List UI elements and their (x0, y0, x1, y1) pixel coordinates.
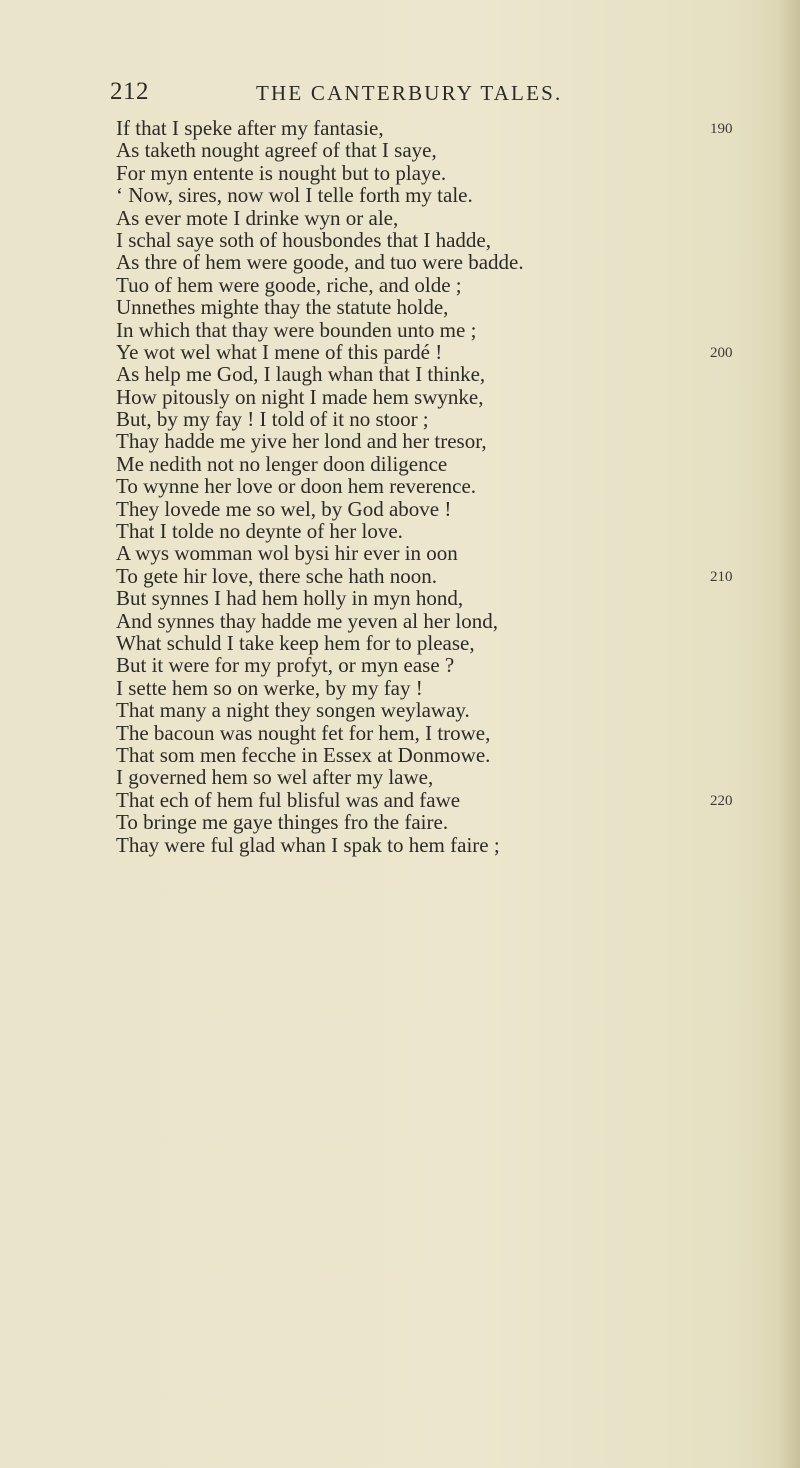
poem-line-text: That ech of hem ful blisful was and fawe (116, 787, 461, 812)
poem-line-text: Thay hadde me yive her lond and her tresor, (116, 429, 487, 454)
poem-line-text: Unnethes mighte thay the statute holde, (116, 295, 449, 320)
poem-line-text: As thre of hem were goode, and tuo were badde. (116, 250, 524, 275)
poem-line (116, 699, 736, 721)
poem-line-text: Ye wot wel what I mene of this pardé ! (116, 339, 443, 364)
poem-line-text: Me nedith not no lenger doon diligence (116, 451, 448, 476)
poem-line (116, 520, 736, 542)
poem-line-text: But it were for my profyt, or myn ease ? (116, 653, 455, 678)
poem-line-text: A wys womman wol bysi hir ever in oon (116, 541, 458, 566)
poem-line (116, 229, 736, 251)
poem-line-text: The bacoun was nought fet for hem, I trowe, (116, 720, 491, 745)
poem-line-text: I governed hem so wel after my lawe, (116, 765, 434, 790)
poem-line (116, 632, 736, 654)
poem-line-text: I sette hem so on werke, by my fay ! (116, 675, 423, 700)
poem-line (116, 834, 736, 856)
poem-line (116, 274, 736, 296)
page-number: 212 (110, 78, 149, 105)
poem-line (116, 744, 736, 766)
page-edge-shadow (778, 0, 800, 1468)
poem-line-text: If that I speke after my fantasie, (116, 116, 384, 140)
poem-line (116, 251, 736, 273)
poem-line (116, 162, 736, 184)
poem-line-text: As ever mote I drinke wyn or ale, (116, 205, 399, 230)
poem-line (116, 811, 736, 833)
poem-line-text: As taketh nought agreef of that I saye, (116, 138, 437, 163)
line-number: 190 (710, 121, 733, 137)
poem-line (116, 139, 736, 161)
poem-line (116, 766, 736, 788)
poem-line-text: To bringe me gaye thinges fro the faire. (116, 810, 449, 835)
poem-line-text: In which that thay were bounden unto me ; (116, 317, 477, 342)
poem-line-text: And synnes thay hadde me yeven al her lond, (116, 608, 498, 633)
poem-line (116, 117, 736, 139)
poem-line-text: That I tolde no deynte of her love. (116, 519, 403, 544)
poem-line-text: That many a night they songen weylaway. (116, 698, 470, 723)
poem-line (116, 542, 736, 564)
line-number: 200 (710, 344, 733, 361)
poem-line (116, 296, 736, 318)
poem-text (116, 117, 736, 856)
poem-line (116, 610, 736, 632)
poem-line-text: But synnes I had hem holly in myn hond, (116, 586, 464, 611)
poem-line-text: To wynne her love or doon hem reverence. (116, 474, 477, 499)
poem-line (116, 408, 736, 430)
page-header (110, 78, 630, 110)
poem-line-text: As help me God, I laugh whan that I thinke, (116, 362, 486, 387)
poem-line-text: That som men fecche in Essex at Donmowe. (116, 742, 491, 767)
poem-line (116, 498, 736, 520)
poem-line (116, 207, 736, 229)
line-number: 220 (710, 792, 733, 809)
running-title: THE CANTERBURY TALES. (256, 81, 563, 105)
poem-line (116, 677, 736, 699)
poem-line-text: They lovede me so wel, by God above ! (116, 496, 452, 521)
poem-line-text: ‘ Now, sires, now wol I telle forth my tale. (116, 183, 473, 208)
poem-line (116, 341, 736, 363)
poem-line (116, 475, 736, 497)
poem-line (116, 319, 736, 341)
poem-line (116, 430, 736, 452)
poem-line (116, 453, 736, 475)
poem-line-text: I schal saye soth of housbondes that I hadde, (116, 227, 491, 252)
poem-line-text: To gete hir love, there sche hath noon. (116, 563, 438, 588)
poem-line-text: How pitously on night I made hem swynke, (116, 384, 484, 409)
poem-line (116, 654, 736, 676)
line-number: 210 (710, 568, 733, 585)
poem-line (116, 363, 736, 385)
poem-line (116, 386, 736, 408)
poem-line (116, 789, 736, 811)
poem-line-text: Thay were ful glad whan I spak to hem faire ; (116, 832, 500, 857)
poem-line-text: What schuld I take keep hem for to please, (116, 630, 475, 655)
poem-line (116, 587, 736, 609)
poem-line-text: For myn entente is nought but to playe. (116, 160, 447, 185)
poem-line (116, 565, 736, 587)
poem-line-text: Tuo of hem were goode, riche, and olde ; (116, 272, 462, 297)
poem-line (116, 184, 736, 206)
poem-line-text: But, by my fay ! I told of it no stoor ; (116, 407, 429, 432)
poem-line (116, 722, 736, 744)
